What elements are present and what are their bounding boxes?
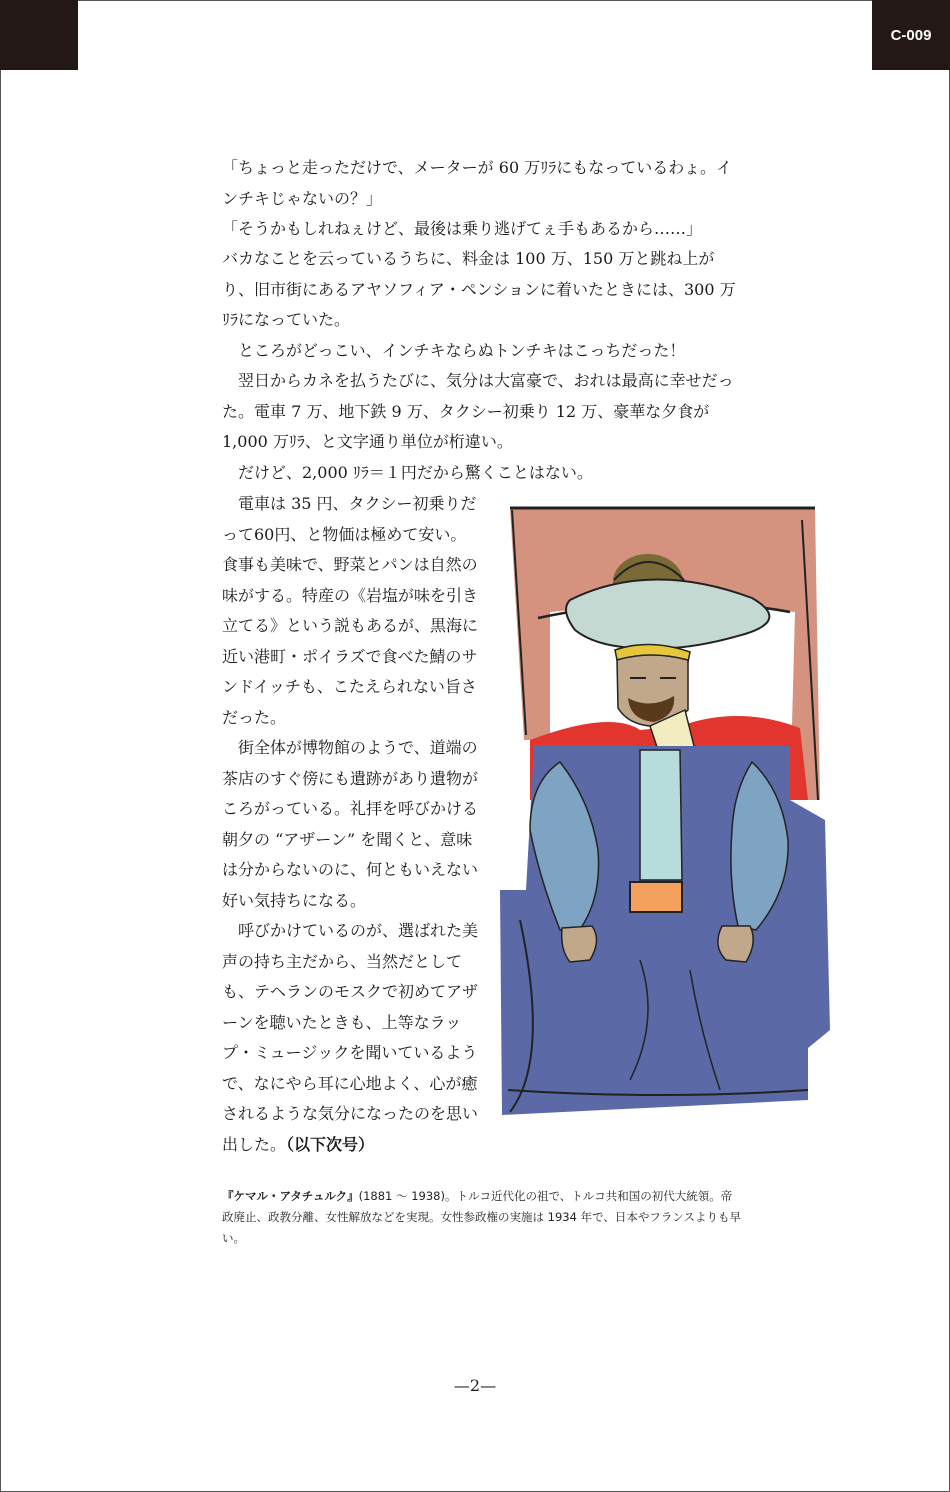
document-code: C-009: [872, 0, 950, 70]
paragraph-5: 翌日からカネを払うたびに、気分は大富豪で、おれは最高に幸せだった。電車 7 万、地下鉄 9 万、タクシー初乗り 12 万、豪華な夕食が 1,000 万ﾘﾗ、と文字通り単位が桁違い。: [222, 371, 734, 451]
column-paragraph-3-text: 呼びかけているのが、選ばれた美声の持ち主だから、当然だとしても、テヘランのモスクで初めてアザーンを聴いたときも、上等なラップ・ミュージックを聞いているようで、なにやら耳に心地よく、心が癒されるような気分になったのを思い出した。: [222, 921, 479, 1154]
column-paragraph-1: 電車は 35 円、タクシー初乗りだって60円、と物価は極めて安い。食事も美味で、野菜とパンは自然の味がする。特産の《岩塩が味を引き立てる》という説もあるが、黒海に近い港町・ポイラズで食べた鯖のサンドイッチも、こたえられない旨さだった。: [222, 494, 479, 727]
column-paragraph-3: [222, 916, 480, 1160]
footnote-term: 『ケマル・アタチュルク』: [222, 1189, 359, 1203]
footnote-text: (1881 ～ 1938)。トルコ近代化の祖で、トルコ共和国の初代大統領。帝政廃止、政教分離、女性解放などを実現。女性参政権の実施は 1934 年で、日本やフランスよりも早い。: [222, 1189, 741, 1245]
paragraph-2: 「そうかもしれねぇけど、最後は乗り逃げてぇ手もあるから……」: [222, 219, 703, 238]
paragraph-3: バカなことを云っているうちに、料金は 100 万、150 万と跳ね上がり、旧市街にあるアヤソフィア・ペンションに着いたときには、300 万ﾘﾗになっていた。: [222, 249, 736, 329]
column-paragraph-2: 街全体が博物館のようで、道端の茶店のすぐ傍にも遺跡があり遺物がころがっている。礼拝を呼びかける朝夕の “アザーン” を聞くと、意味は分からないのに、何ともいえない好い気持ちになる。: [222, 738, 479, 910]
paragraph-6: だけど、2,000 ﾘﾗ＝１円だから驚くことはない。: [238, 463, 593, 482]
continued-label: （以下次号）: [286, 1134, 375, 1154]
ataturk-illustration: [490, 500, 835, 1130]
page-number: —2—: [453, 1376, 497, 1395]
corner-block: [0, 0, 78, 70]
footnote: [222, 1186, 742, 1249]
paragraph-1: 「ちょっと走っただけで、メーターが 60 万ﾘﾗにもなっているわょ。インチキじゃないの？」: [222, 158, 733, 208]
paragraph-4: ところがどっこい、インチキならぬトンチキはこっちだった！: [238, 341, 686, 360]
